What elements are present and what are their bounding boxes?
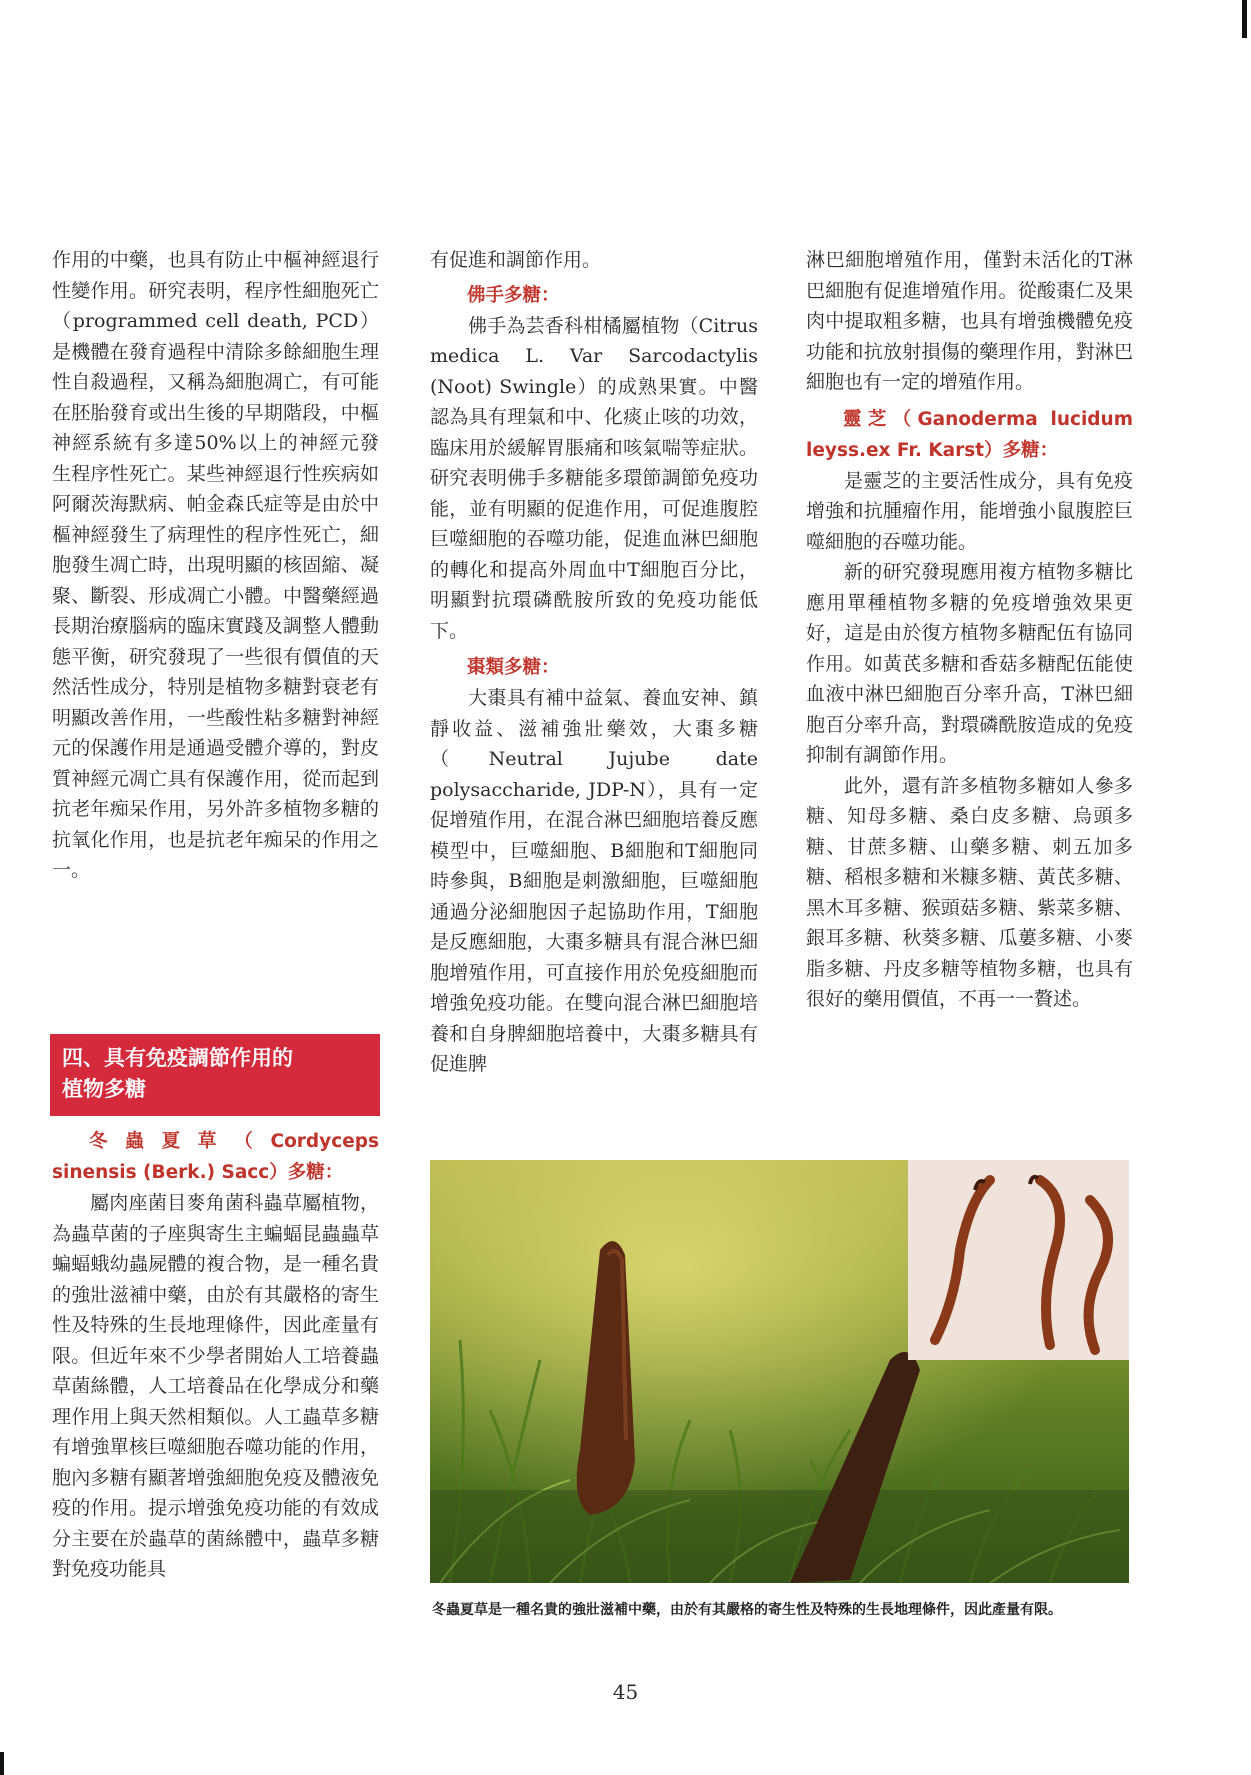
- ganoderma-body-3: 此外，還有許多植物多糖如人參多糖、知母多糖、桑白皮多糖、烏頭多糖、甘蔗多糖、山藥多糖、刺五加多糖、稻根多糖和米糠多糖、黃芪多糖、黑木耳多糖、猴頭菇多糖、紫菜多糖、銀耳多糖、秋葵多糖、瓜蔞多糖、小麥脂多糖、丹皮多糖等植物多糖，也具有很好的藥用價值，不再一一贅述。: [806, 774, 1133, 1010]
- jujube-body: 大棗具有補中益氣、養血安神、鎮靜收益、滋補強壯藥效，大棗多糖（Neutral Jujube date polysaccharide, JDP-N），具有一定促增殖作用，在混合淋巴細胞培養反應模型中，巨噬細胞、B細胞和T細胞同時參與，B細胞是刺激細胞，巨噬細胞通過分泌細胞因子起協助作用，T細胞是反應細胞，大棗多糖具有混合淋巴細胞增殖作用，可直接作用於免疫細胞而增強免疫功能。在雙向混合淋巴細胞培養和自身脾細胞培養中，大棗多糖具有促進脾: [430, 687, 758, 1075]
- page-number: 45: [612, 1680, 639, 1704]
- photo-caption: 冬蟲夏草是一種名貴的強壯滋補中藥，由於有其嚴格的寄生性及特殊的生長地理條件，因此產量有限。: [432, 1602, 1062, 1618]
- fingered-citron-body: 佛手為芸香科柑橘屬植物（Citrus medica L. Var Sarcodactylis (Noot) Swingle）的成熟果實。中醫認為具有理氣和中、化痰止咳的功效，臨床用於緩解胃脹痛和咳氣喘等症狀。研究表明佛手多糖能多環節調節免疫功能，並有明顯的促進作用，可促進腹腔巨噬細胞的吞噬功能，促進血淋巴細胞的轉化和提高外周血中T細胞百分比，明顯對抗環磷酰胺所致的免疫功能低下。: [430, 314, 758, 642]
- cordyceps-illustration: [430, 1160, 1129, 1583]
- cordyceps-body: 屬肉座菌目麥角菌科蟲草屬植物，為蟲草菌的子座與寄生主蝙蝠昆蟲蟲草蝙蝠蛾幼蟲屍體的複合物，是一種名貴的強壯滋補中藥，由於有其嚴格的寄生性及特殊的生長地理條件，因此產量有限。但近年來不少學者開始人工培養蟲草菌絲體，人工培養品在化學成分和藥理作用上與天然相類似。人工蟲草多糖有增強單核巨噬細胞吞噬功能的作用，胞內多糖有顯著增強細胞免疫及體液免疫的作用。提示增強免疫功能的有效成分主要在於蟲草的菌絲體中，蟲草多糖對免疫功能具: [52, 1192, 379, 1580]
- cordyceps-heading: 冬蟲夏草（Cordyceps sinensis (Berk.) Sacc）多糖：: [52, 1131, 379, 1183]
- column-1-bottom: [52, 1126, 379, 1585]
- fingered-citron-heading: 佛手多糖：: [467, 284, 560, 306]
- jujube-heading: 棗類多糖：: [467, 657, 560, 678]
- ganoderma-body-2: 新的研究發現應用複方植物多糖比應用單種植物多糖的免疫增強效果更好，這是由於復方植物多糖配伍有協同作用。如黃芪多糖和香菇多糖配伍能使血液中淋巴細胞百分率升高，T淋巴細胞百分率升高，對環磷酰胺造成的免疫抑制有調節作用。: [806, 561, 1133, 766]
- crop-mark: [1242, 0, 1247, 38]
- section-title-line2: 植物多糖: [62, 1077, 146, 1101]
- column-1-top: [52, 245, 379, 886]
- section-banner: [50, 1034, 380, 1116]
- body-paragraph: 淋巴細胞增殖作用，僅對未活化的T淋巴細胞有促進增殖作用。從酸棗仁及果肉中提取粗多糖，也具有增強機體免疫功能和抗放射損傷的藥理作用，對淋巴細胞也有一定的增殖作用。: [806, 249, 1133, 393]
- column-2: [430, 245, 758, 1080]
- ganoderma-body-1: 是靈芝的主要活性成分，具有免疫增強和抗腫瘤作用，能增強小鼠腹腔巨噬細胞的吞噬功能。: [806, 469, 1133, 553]
- body-paragraph: 作用的中藥，也具有防止中樞神經退行性變作用。研究表明，程序性細胞死亡（programmed cell death, PCD）是機體在發育過程中清除多餘細胞生理性自殺過程，又稱為細胞凋亡，有可能在胚胎發育或出生後的早期階段，中樞神經系統有多達50%以上的神經元發生程序性死亡。某些神經退行性疾病如阿爾茨海默病、帕金森氏症等是由於中樞神經發生了病理性的程序性死亡，細胞發生凋亡時，出現明顯的核固縮、凝聚、斷裂、形成凋亡小體。中醫藥經過長期治療腦病的臨床實踐及調整人體動態平衡，研究發現了一些很有價值的天然活性成分，特別是植物多糖對衰老有明顯改善作用，一些酸性粘多糖對神經元的保護作用是通過受體介導的，對皮質神經元凋亡具有保護作用，從而起到抗老年痴呆作用，另外許多植物多糖的抗氧化作用，也是抗老年痴呆的作用之一。: [52, 249, 379, 881]
- crop-mark: [0, 1752, 4, 1775]
- ganoderma-heading: 靈芝（Ganoderma lucidum leyss.ex Fr. Karst）多糖：: [806, 408, 1133, 461]
- body-paragraph: 有促進和調節作用。: [430, 249, 602, 271]
- section-title-line1: 四、具有免疫調節作用的: [62, 1046, 293, 1070]
- cordyceps-photo: [430, 1160, 1129, 1583]
- column-3: [806, 245, 1133, 1015]
